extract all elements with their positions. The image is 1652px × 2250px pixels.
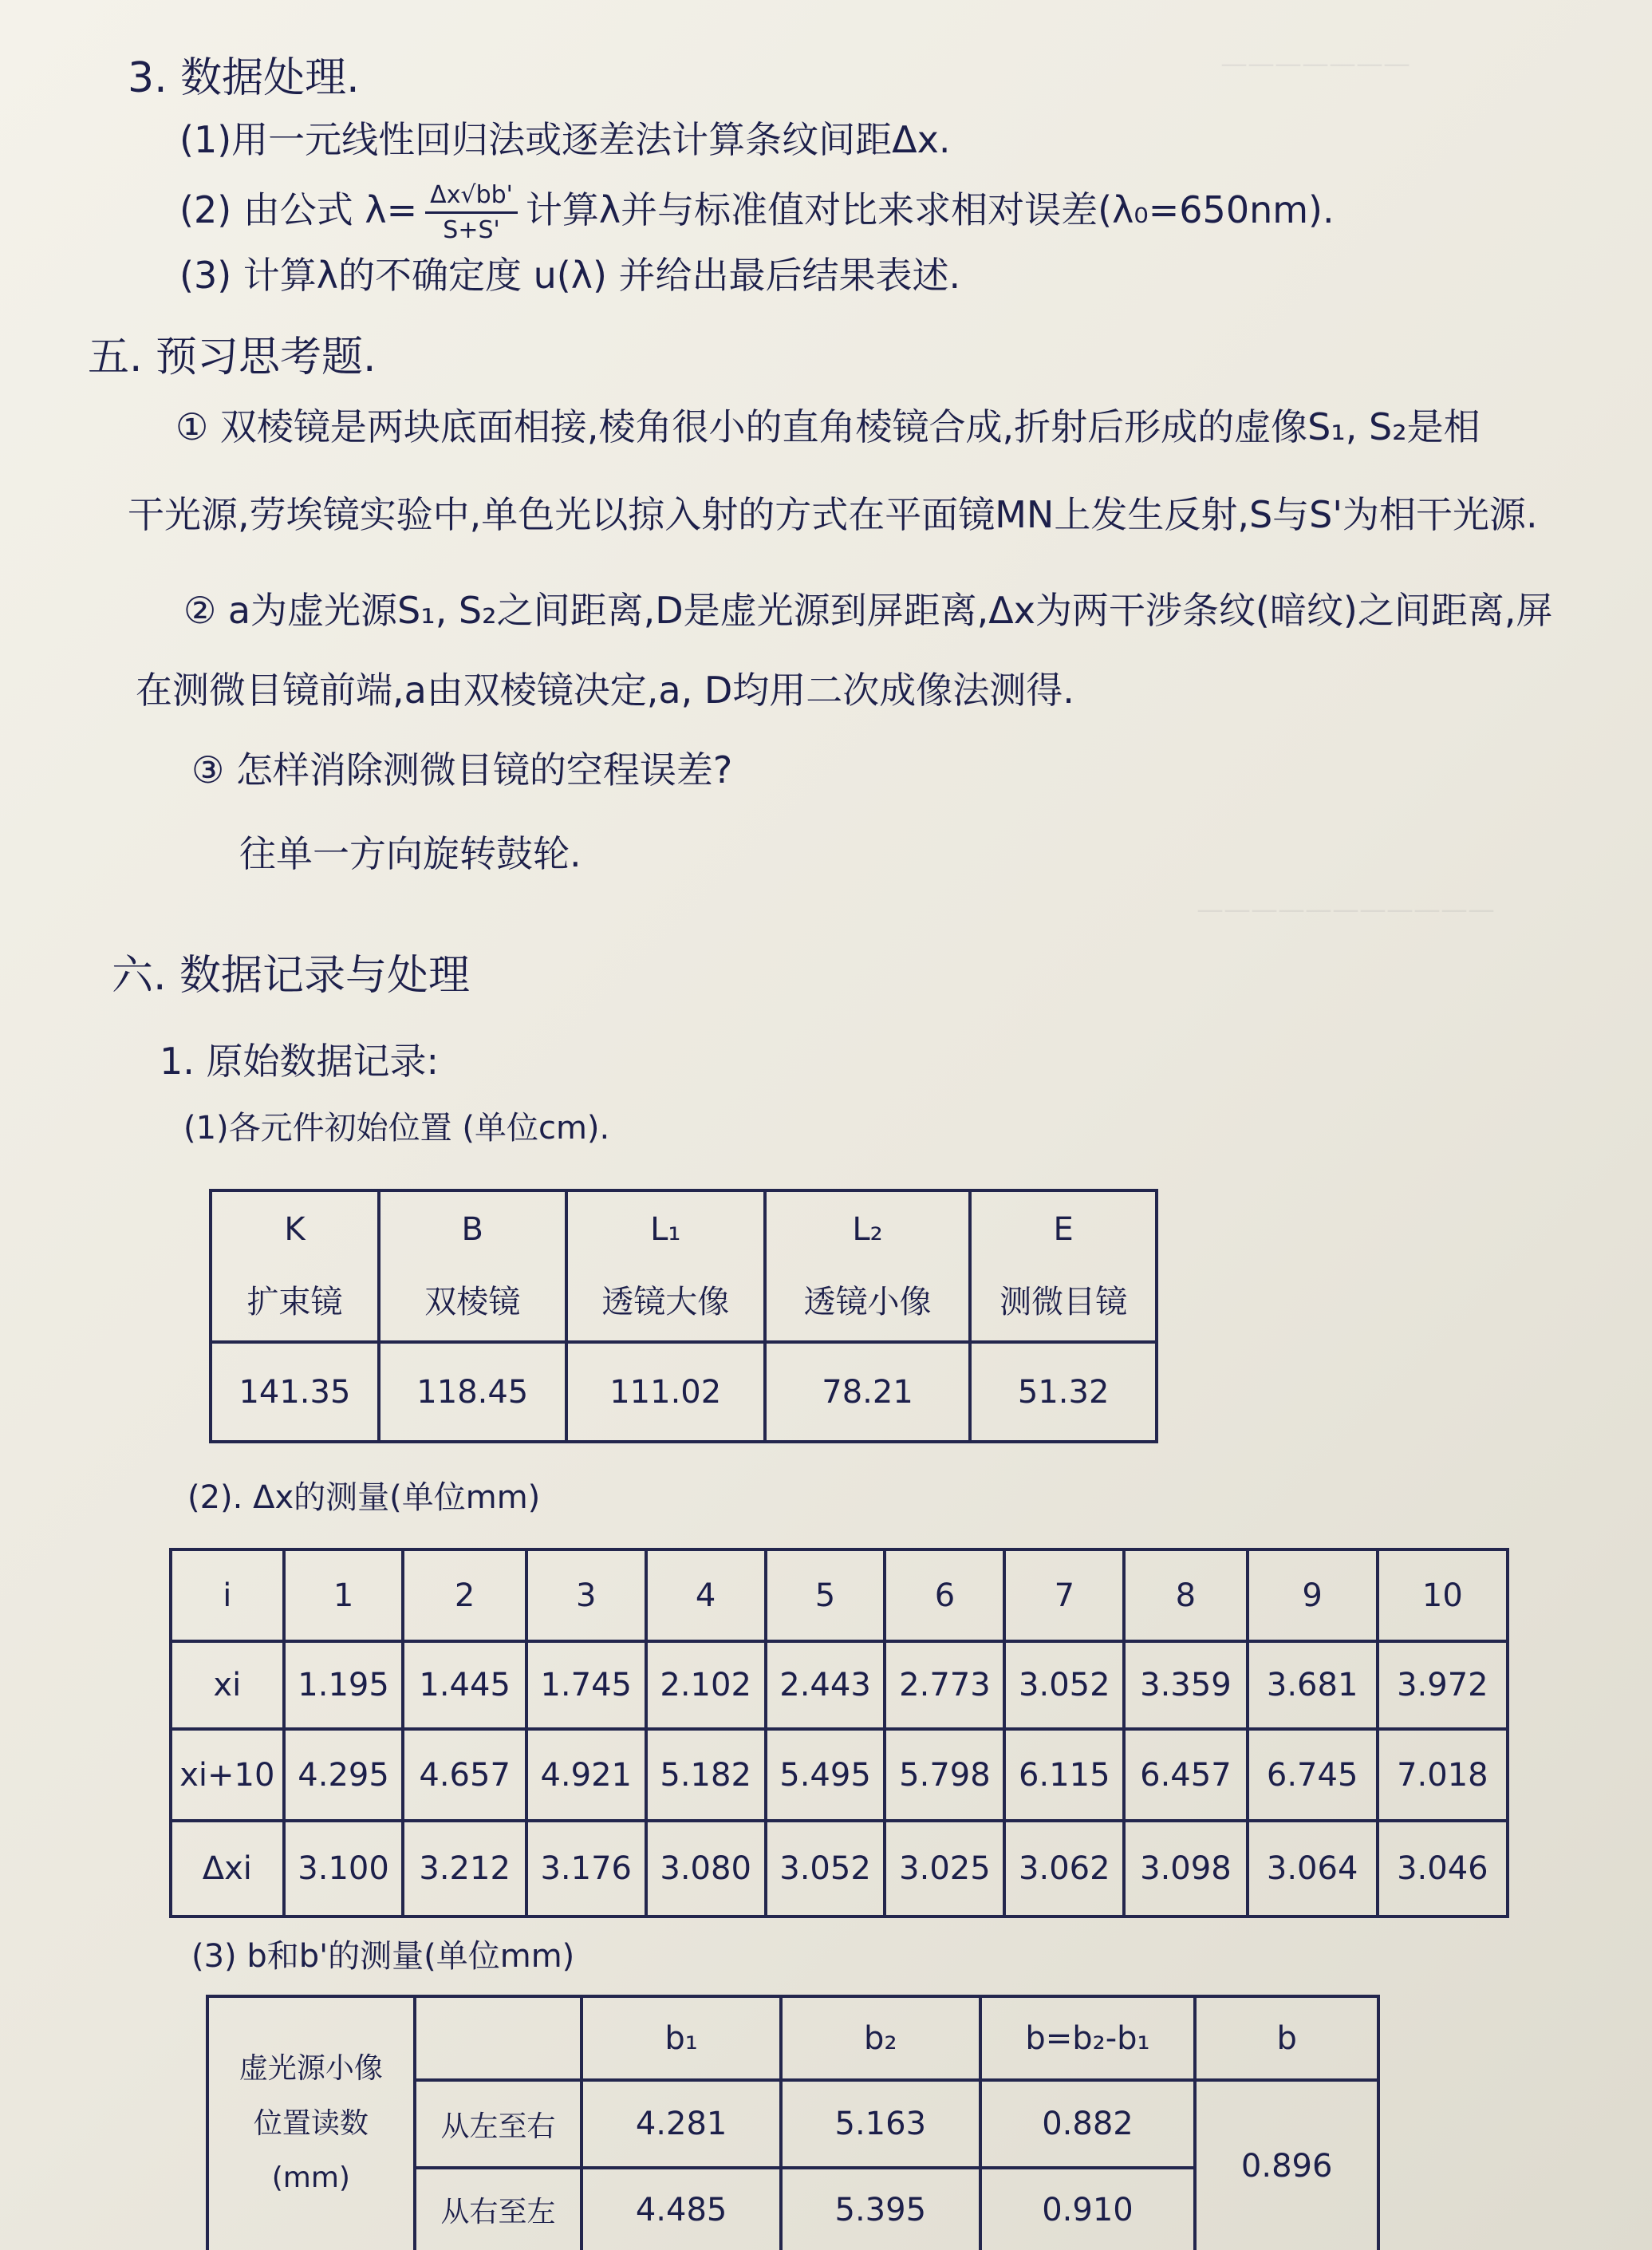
- section3-item1: (1)用一元线性回归法或逐差法计算条纹间距Δx.: [179, 118, 951, 161]
- table1-caption: (1)各元件初始位置 (单位cm).: [183, 1110, 610, 1147]
- index-cell: 1: [284, 1549, 404, 1641]
- q1-line1: ① 双棱镜是两块底面相接,棱角很小的直角棱镜合成,折射后形成的虚像S₁, S₂是相: [175, 405, 1480, 448]
- row-label-line1: 虚光源小像: [239, 2052, 383, 2086]
- data-cell: 1.195: [284, 1641, 404, 1729]
- q2-line2: 在测微目镜前端,a由双棱镜决定,a, D均用二次成像法测得.: [136, 669, 1074, 712]
- code-l1: L₁: [650, 1210, 681, 1248]
- formula-numerator: Δx√bb': [425, 182, 518, 214]
- row-label-block: [207, 1996, 415, 2250]
- data-cell: 3.972: [1378, 1641, 1508, 1729]
- row-label-xi10: xi+10: [171, 1729, 284, 1821]
- name-b: 双棱镜: [424, 1283, 521, 1320]
- table2-row-xi10: [171, 1729, 1508, 1821]
- section6-heading: 六. 数据记录与处理: [112, 952, 471, 1000]
- section3-heading: 3. 数据处理.: [128, 54, 360, 102]
- col-b-header: b: [1195, 1996, 1378, 2080]
- name-e: 测微目镜: [999, 1283, 1128, 1320]
- index-cell: 6: [885, 1549, 1004, 1641]
- header-cell-l2: [765, 1190, 971, 1342]
- b2-value: 5.395: [781, 2168, 980, 2250]
- table1-value-row: [211, 1342, 1157, 1442]
- data-cell: 3.062: [1004, 1821, 1124, 1916]
- value-l1: 111.02: [566, 1342, 765, 1442]
- code-k: K: [284, 1210, 306, 1248]
- data-cell: 3.064: [1248, 1821, 1378, 1916]
- value-k: 141.35: [211, 1342, 379, 1442]
- bleed-through-text: ———————————: [1197, 894, 1495, 926]
- q1-line2: 干光源,劳埃镜实验中,单色光以掠入射的方式在平面镜MN上发生反射,S与S'为相干光源.: [128, 493, 1538, 536]
- formula-prefix: (2) 由公式 λ=: [179, 188, 418, 231]
- table3-caption: (3) b和b'的测量(单位mm): [191, 1938, 575, 1975]
- index-cell: 3: [526, 1549, 646, 1641]
- delta-x-table: [169, 1548, 1509, 1918]
- data-cell: 3.098: [1124, 1821, 1247, 1916]
- col-b2-header: b₂: [781, 1996, 980, 2080]
- section3-item3: (3) 计算λ的不确定度 u(λ) 并给出最后结果表述.: [179, 254, 961, 297]
- data-cell: 3.052: [766, 1821, 885, 1916]
- data-cell: 1.445: [403, 1641, 526, 1729]
- table2-row-xi: [171, 1641, 1508, 1729]
- data-cell: 3.176: [526, 1821, 646, 1916]
- col-b1-header: b₁: [582, 1996, 781, 2080]
- data-cell: 5.182: [646, 1729, 766, 1821]
- q2-line1: ② a为虚光源S₁, S₂之间距离,D是虚光源到屏距离,Δx为两干涉条纹(暗纹)之间距离,屏: [183, 589, 1553, 632]
- section3-item2: [179, 182, 1335, 243]
- q3-line2: 往单一方向旋转鼓轮.: [239, 832, 582, 875]
- row-label-dxi: Δxi: [171, 1821, 284, 1916]
- header-cell-b: [379, 1190, 566, 1342]
- index-cell: 8: [1124, 1549, 1247, 1641]
- data-cell: 4.295: [284, 1729, 404, 1821]
- value-e: 51.32: [970, 1342, 1157, 1442]
- b1-value: 4.485: [582, 2168, 781, 2250]
- data-cell: 4.921: [526, 1729, 646, 1821]
- dir-left-to-right: 从左至右: [415, 2080, 582, 2168]
- formula-suffix: 计算λ并与标准值对比来求相对误差(λ₀=650nm).: [525, 188, 1335, 231]
- data-cell: 1.745: [526, 1641, 646, 1729]
- data-cell: 3.681: [1248, 1641, 1378, 1729]
- index-cell: 7: [1004, 1549, 1124, 1641]
- name-l2: 透镜小像: [803, 1283, 932, 1320]
- diff-value: 0.882: [980, 2080, 1196, 2168]
- row-label-line2: 位置读数: [253, 2106, 369, 2140]
- data-cell: 5.495: [766, 1729, 885, 1821]
- code-l2: L₂: [852, 1210, 883, 1248]
- header-cell-l1: [566, 1190, 765, 1342]
- diff-value: 0.910: [980, 2168, 1196, 2250]
- table2-row-dxi: [171, 1821, 1508, 1916]
- row-label-line3: (mm): [271, 2161, 350, 2195]
- data-cell: 3.080: [646, 1821, 766, 1916]
- index-label: i: [171, 1549, 284, 1641]
- section5-heading: 五. 预习思考题.: [88, 334, 377, 381]
- data-cell: 3.359: [1124, 1641, 1247, 1729]
- data-cell: 2.443: [766, 1641, 885, 1729]
- section6-sub1: 1. 原始数据记录:: [160, 1040, 440, 1083]
- header-cell-e: [970, 1190, 1157, 1342]
- data-cell: 2.773: [885, 1641, 1004, 1729]
- data-cell: 6.115: [1004, 1729, 1124, 1821]
- index-cell: 5: [766, 1549, 885, 1641]
- table2-index-row: [171, 1549, 1508, 1641]
- value-b: 118.45: [379, 1342, 566, 1442]
- data-cell: 5.798: [885, 1729, 1004, 1821]
- dir-right-to-left: 从右至左: [415, 2168, 582, 2250]
- b1-value: 4.281: [582, 2080, 781, 2168]
- data-cell: 6.457: [1124, 1729, 1247, 1821]
- table1-header-row: [211, 1190, 1157, 1342]
- b-measurement-table: [206, 1995, 1380, 2250]
- code-b: B: [461, 1210, 483, 1248]
- table3-header-row: [207, 1996, 1378, 2080]
- data-cell: 4.657: [403, 1729, 526, 1821]
- index-cell: 10: [1378, 1549, 1508, 1641]
- lambda-formula-fraction: [425, 182, 518, 243]
- name-k: 扩束镜: [246, 1283, 343, 1320]
- col-diff-header: b=b₂-b₁: [980, 1996, 1196, 2080]
- table2-caption: (2). Δx的测量(单位mm): [187, 1479, 541, 1516]
- data-cell: 7.018: [1378, 1729, 1508, 1821]
- b2-value: 5.163: [781, 2080, 980, 2168]
- data-cell: 3.100: [284, 1821, 404, 1916]
- data-cell: 6.745: [1248, 1729, 1378, 1821]
- value-l2: 78.21: [765, 1342, 971, 1442]
- initial-position-table: [209, 1189, 1158, 1443]
- index-cell: 9: [1248, 1549, 1378, 1641]
- bleed-through-text: ———————: [1220, 48, 1410, 80]
- b-average-value: 0.896: [1195, 2080, 1378, 2250]
- index-cell: 2: [403, 1549, 526, 1641]
- q3-line1: ③ 怎样消除测微目镜的空程误差?: [191, 748, 733, 791]
- data-cell: 2.102: [646, 1641, 766, 1729]
- index-cell: 4: [646, 1549, 766, 1641]
- dir-header-empty: [415, 1996, 582, 2080]
- data-cell: 3.046: [1378, 1821, 1508, 1916]
- row-label-xi: xi: [171, 1641, 284, 1729]
- name-l1: 透镜大像: [601, 1283, 730, 1320]
- data-cell: 3.212: [403, 1821, 526, 1916]
- data-cell: 3.052: [1004, 1641, 1124, 1729]
- header-cell-k: [211, 1190, 379, 1342]
- data-cell: 3.025: [885, 1821, 1004, 1916]
- code-e: E: [1053, 1210, 1074, 1248]
- formula-denominator: S+S': [443, 216, 500, 244]
